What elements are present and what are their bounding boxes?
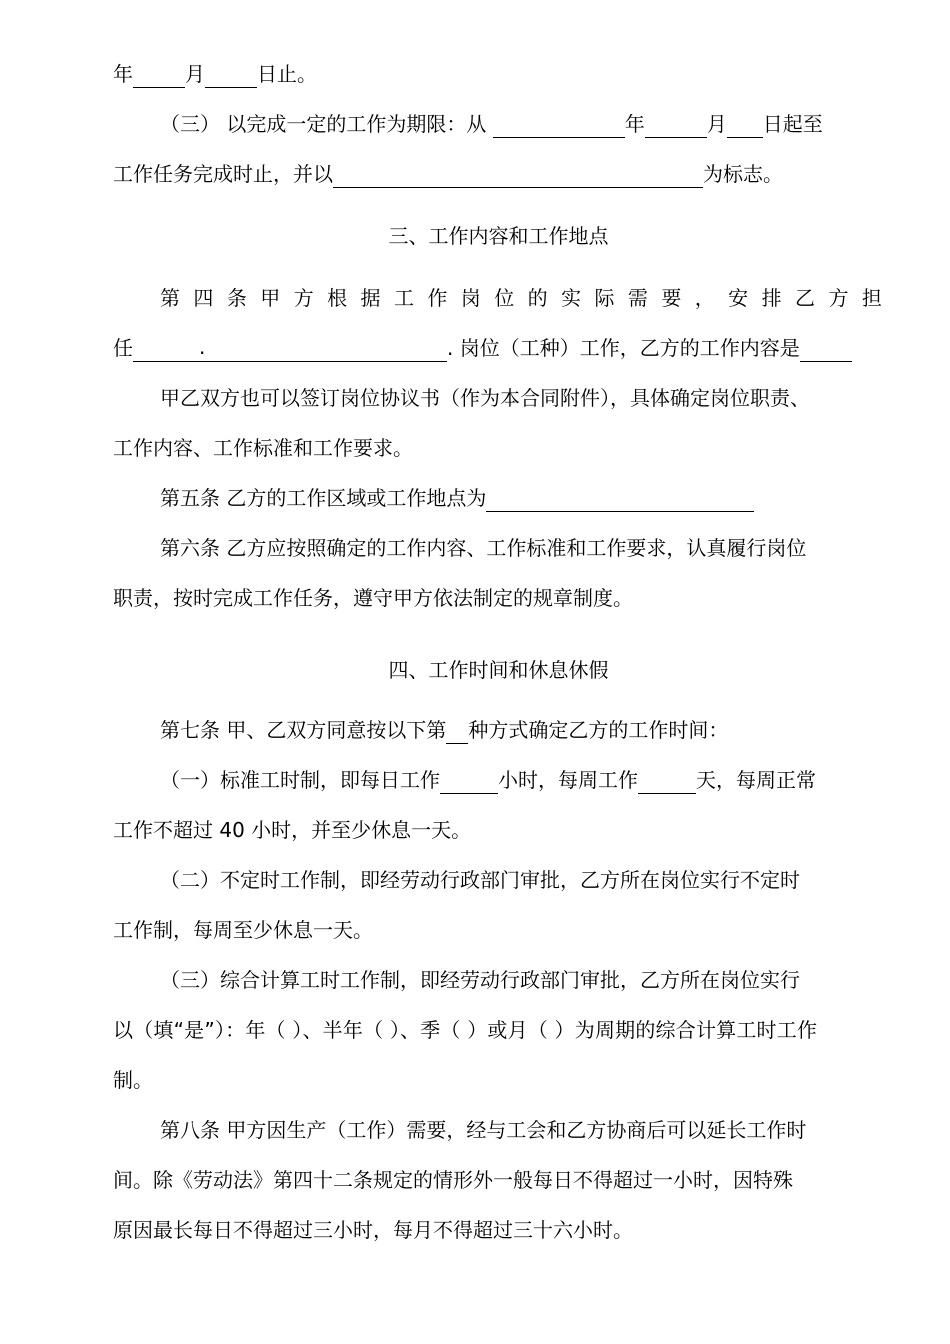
text: （一）标准工时制，即每日工作 [160, 768, 440, 792]
paragraph-line: 以（填“是”）：年（ ）、半年（ ）、季（ ）或月（ ）为周期的综合计算工时工作 [113, 1018, 818, 1042]
text: 际 [594, 286, 615, 310]
blank-work-location[interactable] [486, 487, 754, 512]
blank-month[interactable] [133, 63, 185, 88]
text: 方 [828, 286, 849, 310]
paragraph-line: 原因最长每日不得超过三小时，每月不得超过三十六小时。 [113, 1218, 633, 1242]
text: 排 [761, 286, 782, 310]
task-term-line [160, 110, 823, 138]
text: 种方式确定乙方的工作时间： [468, 718, 729, 742]
text: 岗 [460, 286, 481, 310]
article-4-post-line [113, 334, 852, 362]
text: 需 [627, 286, 648, 310]
text: 天，每周正常 [696, 768, 816, 792]
text: 作 [427, 286, 448, 310]
text: 日起至 [762, 112, 823, 136]
text: 第七条 甲、乙双方同意按以下第 [160, 718, 447, 742]
blank-year[interactable] [493, 113, 625, 138]
text: 小时，每周工作 [498, 768, 638, 792]
text: . [199, 335, 206, 359]
text: 为标志。 [703, 162, 783, 186]
text: 位 [494, 286, 515, 310]
article-5-line [160, 484, 754, 512]
text: 根 [327, 286, 348, 310]
article-6-line: 第六条 乙方应按照确定的工作内容、工作标准和工作要求，认真履行岗位 [160, 536, 807, 560]
text: 四 [193, 286, 214, 310]
text: 工作任务完成时止，并以 [113, 162, 333, 186]
text: 乙 [795, 286, 816, 310]
paragraph-line: 工作制，每周至少休息一天。 [113, 918, 373, 942]
text: ， [694, 286, 715, 310]
paragraph-line: 甲乙双方也可以签订岗位协议书（作为本合同附件），具体确定岗位职责、 [160, 386, 810, 410]
task-complete-line [113, 160, 783, 188]
text: 要 [661, 286, 682, 310]
text: 任 [113, 336, 133, 360]
section-heading-3: 三、工作内容和工作地点 [388, 224, 609, 248]
section-heading-4: 四、工作时间和休息休假 [388, 658, 609, 682]
blank-hours[interactable] [440, 769, 498, 794]
term-end-line [113, 60, 317, 88]
paragraph-line: 职责，按时完成工作任务，遵守甲方依法制定的规章制度。 [113, 586, 633, 610]
text: 条 [226, 286, 247, 310]
blank-day[interactable] [205, 63, 257, 88]
text: 担 [861, 286, 882, 310]
text: 的 [527, 286, 548, 310]
article-8-line: 第八条 甲方因生产（工作）需要，经与工会和乙方协商后可以延长工作时 [160, 1118, 807, 1142]
text: 据 [360, 286, 381, 310]
blank-post[interactable] [133, 337, 447, 362]
blank-option-number[interactable] [446, 719, 468, 744]
blank-day[interactable] [727, 113, 763, 138]
text: 实 [561, 286, 582, 310]
text: 月 [706, 112, 727, 136]
paragraph-line: 工作内容、工作标准和工作要求。 [113, 436, 413, 460]
text: 年 [113, 62, 133, 86]
article-7-line [160, 716, 728, 744]
text: 方 [293, 286, 314, 310]
blank-work-content[interactable] [800, 337, 852, 362]
text: 日止。 [257, 62, 317, 86]
blank-completion-sign[interactable] [333, 163, 703, 188]
text: 工 [393, 286, 414, 310]
article-4-line [160, 284, 882, 312]
text: . 岗位（工种）工作，乙方的工作内容是 [447, 336, 800, 360]
blank-month[interactable] [645, 113, 707, 138]
text: 第五条 乙方的工作区域或工作地点为 [160, 486, 487, 510]
option-1-line [160, 766, 816, 794]
text: 甲 [260, 286, 281, 310]
option-2-line: （二）不定时工作制，即经劳动行政部门审批，乙方所在岗位实行不定时 [160, 868, 800, 892]
option-3-line: （三）综合计算工时工作制，即经劳动行政部门审批，乙方所在岗位实行 [160, 968, 800, 992]
text: 安 [728, 286, 749, 310]
text: 年 [624, 112, 645, 136]
paragraph-line: 制。 [113, 1068, 153, 1092]
blank-days[interactable] [638, 769, 696, 794]
text: （三） 以完成一定的工作为期限：从 [160, 112, 487, 136]
paragraph-line: 间。除《劳动法》第四十二条规定的情形外一般每日不得超过一小时，因特殊 [113, 1168, 793, 1192]
text: 第 [160, 286, 180, 310]
text: 月 [185, 62, 205, 86]
paragraph-line: 工作不超过 40 小时，并至少休息一天。 [113, 818, 472, 842]
